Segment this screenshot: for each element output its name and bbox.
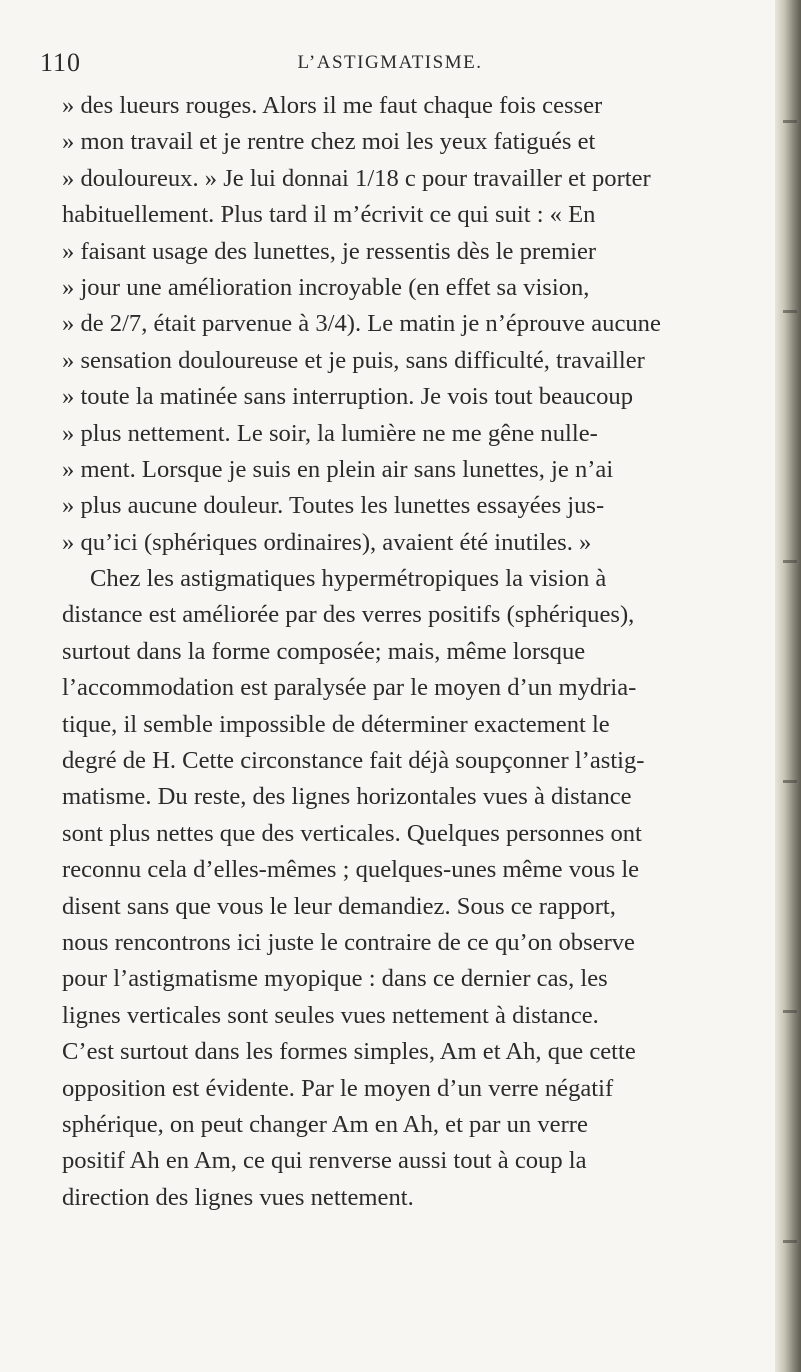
- text-line: » qu’ici (sphériques ordinaires), avaient été inutiles. »: [62, 528, 592, 556]
- text-line: » plus nettement. Le soir, la lumière ne me gêne nulle-: [62, 419, 598, 447]
- running-head: L’ASTIGMATISME.: [297, 52, 483, 73]
- text-line: » des lueurs rouges. Alors il me faut chaque fois cesser: [62, 92, 603, 119]
- text-line: tique, il semble impossible de déterminer exactement le: [62, 710, 610, 738]
- text-line: » faisant usage des lunettes, je ressentis dès le premier: [62, 237, 597, 265]
- edge-mark: [783, 560, 797, 563]
- text-line: pour l’astigmatisme myopique : dans ce dernier cas, les: [62, 965, 608, 993]
- edge-mark: [783, 1240, 797, 1243]
- edge-mark: [783, 1010, 797, 1013]
- text-line: » plus aucune douleur. Toutes les lunettes essayées jus-: [62, 492, 605, 520]
- text-line: sont plus nettes que des verticales. Quelques personnes ont: [62, 819, 642, 847]
- text-line: » toute la matinée sans interruption. Je vois tout beaucoup: [62, 383, 633, 411]
- text-line: C’est surtout dans les formes simples, Am et Ah, que cette: [62, 1038, 636, 1066]
- text-line: direction des lignes vues nettement.: [62, 1183, 414, 1211]
- paragraph-first-line: Chez les astigmatiques hypermétropiques la vision à: [90, 565, 607, 593]
- text-line: habituellement. Plus tard il m’écrivit ce qui suit : « En: [62, 201, 596, 229]
- text-line: » douloureux. » Je lui donnai 1/18 c pour travailler et porter: [62, 164, 651, 192]
- text-line: » mon travail et je rentre chez moi les yeux fatigués et: [62, 128, 596, 156]
- text-line: lignes verticales sont seules vues nettement à distance.: [62, 1001, 599, 1029]
- page-edge-shadow: [775, 0, 801, 1372]
- text-line: opposition est évidente. Par le moyen d’un verre négatif: [62, 1074, 614, 1102]
- text-line: l’accommodation est paralysée par le moyen d’un mydria-: [62, 674, 637, 702]
- text-line: distance est améliorée par des verres positifs (sphériques),: [62, 601, 635, 629]
- edge-mark: [783, 120, 797, 123]
- text-line: disent sans que vous le leur demandiez. Sous ce rapport,: [62, 892, 616, 920]
- text-line: surtout dans la forme composée; mais, même lorsque: [62, 637, 586, 665]
- text-line: matisme. Du reste, des lignes horizontales vues à distance: [62, 783, 632, 811]
- edge-mark: [783, 310, 797, 313]
- text-line: » jour une amélioration incroyable (en effet sa vision,: [62, 273, 590, 301]
- text-line: degré de H. Cette circonstance fait déjà soupçonner l’astig-: [62, 747, 645, 775]
- text-line: reconnu cela d’elles-mêmes ; quelques-unes même vous le: [62, 856, 640, 884]
- text-line: positif Ah en Am, ce qui renverse aussi tout à coup la: [62, 1147, 587, 1175]
- text-line: nous rencontrons ici juste le contraire de ce qu’on observe: [62, 928, 635, 956]
- page-number: 110: [40, 48, 82, 77]
- body-text: [62, 88, 742, 1216]
- edge-mark: [783, 780, 797, 783]
- text-line: » ment. Lorsque je suis en plein air sans lunettes, je n’ai: [62, 455, 614, 483]
- text-line: sphérique, on peut changer Am en Ah, et par un verre: [62, 1110, 588, 1138]
- text-line: » de 2/7, était parvenue à 3/4). Le matin je n’éprouve aucune: [62, 310, 661, 338]
- page-header: [40, 48, 740, 80]
- text-line: » sensation douloureuse et je puis, sans difficulté, travailler: [62, 346, 645, 374]
